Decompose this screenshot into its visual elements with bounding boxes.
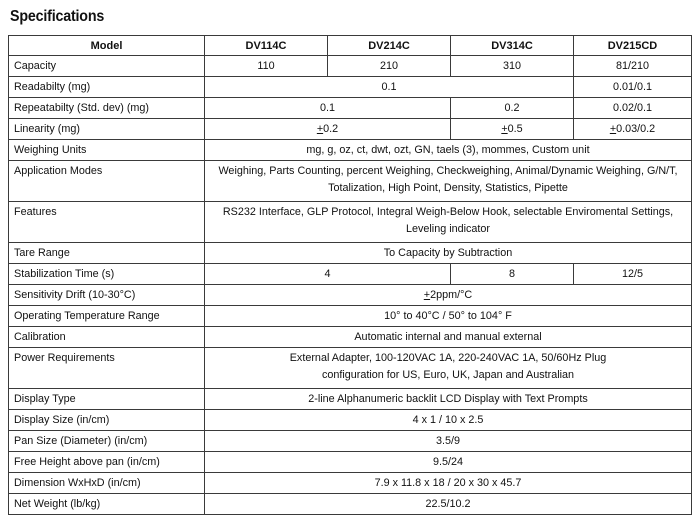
row-label: Capacity: [9, 56, 205, 77]
row-label: Net Weight (lb/kg): [9, 494, 205, 515]
cell-value: 0.01/0.1: [574, 77, 692, 98]
table-row: [9, 473, 692, 494]
row-label: Display Size (in/cm): [9, 410, 205, 431]
cell-line: External Adapter, 100-120VAC 1A, 220-240VAC 1A, 50/60Hz Plug: [289, 352, 607, 364]
table-row: [9, 202, 692, 243]
cell-value: mg, g, oz, ct, dwt, ozt, GN, taels (3), mommes, Custom unit: [205, 140, 692, 161]
cell-value: 9.5/24: [205, 452, 692, 473]
table-row: [9, 452, 692, 473]
cell-value: 3.5/9: [205, 431, 692, 452]
cell-value: [205, 285, 692, 306]
plus-minus-sign: +: [423, 289, 431, 301]
header-dv215cd: DV215CD: [574, 36, 692, 56]
cell-value: 2-line Alphanumeric backlit LCD Display with Text Prompts: [205, 389, 692, 410]
row-label: Readabilty (mg): [9, 77, 205, 98]
cell-value: [451, 119, 574, 140]
header-dv314c: DV314C: [451, 36, 574, 56]
row-label: Operating Temperature Range: [9, 306, 205, 327]
header-row: [9, 36, 692, 56]
page-title: Specifications: [10, 8, 105, 25]
cell-line: Totalization, High Point, Density, Statistics, Pipette: [328, 182, 568, 194]
table-row: [9, 119, 692, 140]
row-label: Pan Size (Diameter) (in/cm): [9, 431, 205, 452]
table-row: [9, 56, 692, 77]
table-row: [9, 306, 692, 327]
cell-line: RS232 Interface, GLP Protocol, Integral Weigh-Below Hook, selectable Enviromental Settings,: [222, 206, 674, 218]
table-row: [9, 410, 692, 431]
table-row: [9, 348, 692, 389]
table-row: [9, 140, 692, 161]
specifications-table: [8, 35, 692, 515]
cell-value: To Capacity by Subtraction: [205, 243, 692, 264]
cell-value: [205, 202, 692, 243]
cell-value: [574, 119, 692, 140]
cell-value: 210: [328, 56, 451, 77]
cell-value: [205, 161, 692, 202]
plus-minus-sign: +: [501, 123, 508, 135]
cell-text: 0.03/0.2: [616, 123, 656, 135]
cell-line: Leveling indicator: [405, 223, 491, 235]
cell-value: 4 x 1 / 10 x 2.5: [205, 410, 692, 431]
row-label: Repeatabilty (Std. dev) (mg): [9, 98, 205, 119]
table-row: [9, 389, 692, 410]
cell-line: Weighing, Parts Counting, percent Weighing, Checkweighing, Animal/Dynamic Weighing, G/N/T,: [218, 165, 678, 177]
cell-value: Automatic internal and manual external: [205, 327, 692, 348]
table-row: [9, 264, 692, 285]
table-row: [9, 327, 692, 348]
cell-text: 0.2: [323, 123, 339, 135]
cell-value: 12/5: [574, 264, 692, 285]
header-dv114c: DV114C: [205, 36, 328, 56]
cell-value: 4: [205, 264, 451, 285]
cell-line: configuration for US, Euro, UK, Japan and Australian: [321, 369, 575, 381]
cell-value: 0.02/0.1: [574, 98, 692, 119]
row-label: Calibration: [9, 327, 205, 348]
table-row: [9, 243, 692, 264]
cell-value: 0.1: [205, 98, 451, 119]
table-row: [9, 431, 692, 452]
row-label: Features: [9, 202, 205, 243]
header-dv214c: DV214C: [328, 36, 451, 56]
row-label: Dimension WxHxD (in/cm): [9, 473, 205, 494]
cell-value: 8: [451, 264, 574, 285]
cell-value: [205, 348, 692, 389]
plus-minus-sign: +: [609, 123, 617, 135]
cell-text: 2ppm/°C: [430, 289, 473, 301]
row-label: Display Type: [9, 389, 205, 410]
row-label: Linearity (mg): [9, 119, 205, 140]
cell-value: [205, 119, 451, 140]
row-label: Application Modes: [9, 161, 205, 202]
header-model: Model: [9, 36, 205, 56]
row-label: Tare Range: [9, 243, 205, 264]
cell-value: 0.2: [451, 98, 574, 119]
cell-value: 10° to 40°C / 50° to 104° F: [205, 306, 692, 327]
row-label: Weighing Units: [9, 140, 205, 161]
table-row: [9, 285, 692, 306]
cell-value: 22.5/10.2: [205, 494, 692, 515]
table-row: [9, 98, 692, 119]
row-label: Power Requirements: [9, 348, 205, 389]
cell-value: 0.1: [205, 77, 574, 98]
row-label: Sensitivity Drift (10-30°C): [9, 285, 205, 306]
row-label: Free Height above pan (in/cm): [9, 452, 205, 473]
table-row: [9, 77, 692, 98]
table-row: [9, 161, 692, 202]
row-label: Stabilization Time (s): [9, 264, 205, 285]
cell-value: 7.9 x 11.8 x 18 / 20 x 30 x 45.7: [205, 473, 692, 494]
cell-value: 81/210: [574, 56, 692, 77]
cell-text: 0.5: [507, 123, 523, 135]
plus-minus-sign: +: [316, 123, 324, 135]
table-row: [9, 494, 692, 515]
cell-value: 310: [451, 56, 574, 77]
cell-value: 110: [205, 56, 328, 77]
